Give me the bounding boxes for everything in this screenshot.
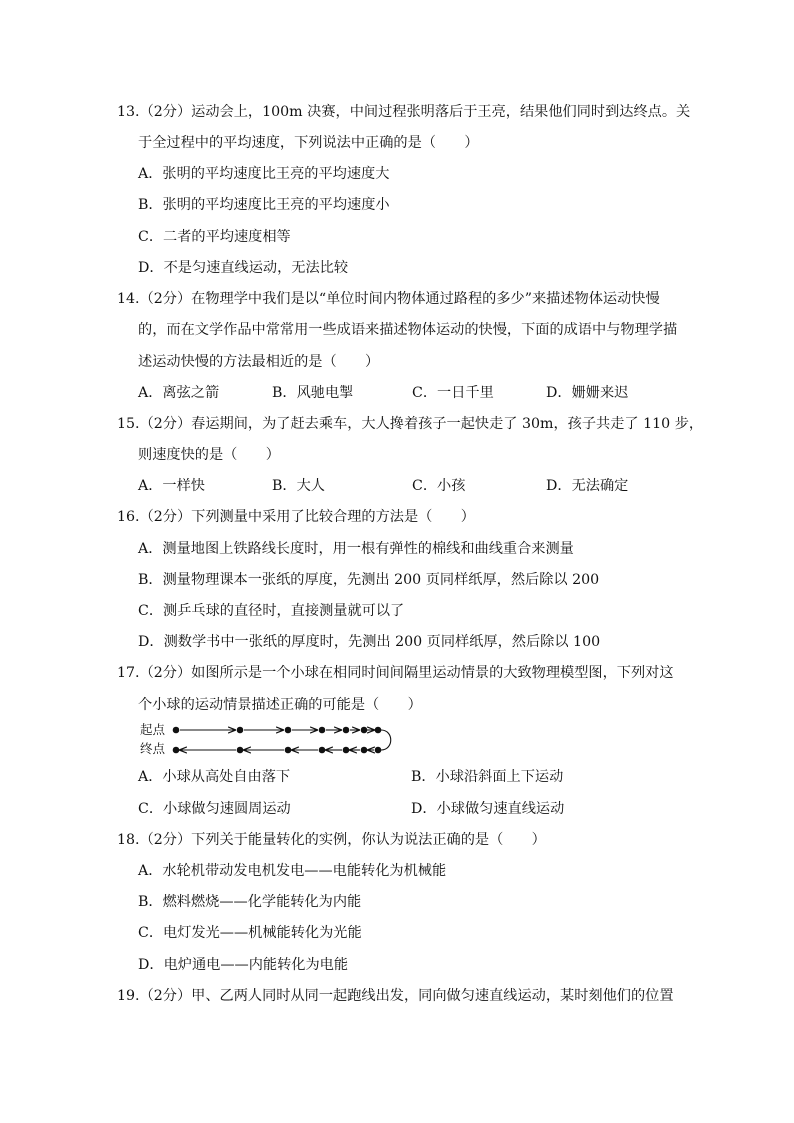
question-13-option-b: B．张明的平均速度比王亮的平均速度小 <box>138 197 390 213</box>
question-18-option-d: D．电炉通电——内能转化为电能 <box>138 957 349 973</box>
question-17-stem-line2: 个小球的运动情景描述正确的可能是（ ） <box>138 697 422 713</box>
question-17-options-row2 <box>138 799 678 819</box>
question-13-stem-line2: 于全过程中的平均速度，下列说法中正确的是（ ） <box>138 135 479 151</box>
question-15-stem-line2: 则速度快的是（ ） <box>138 447 280 463</box>
ball-dot <box>361 747 368 754</box>
question-14-stem-line2: 的，而在文学作品中常常用一些成语来描述物体运动的快慢，下面的成语中与物理学描 <box>138 322 678 338</box>
question-15-option-b: B．大人 <box>272 478 325 494</box>
ball-dot <box>319 747 326 754</box>
question-14-options <box>138 383 678 403</box>
question-13-option-a: A．张明的平均速度比王亮的平均速度大 <box>138 166 390 182</box>
question-13-option-d: D．不是匀速直线运动，无法比较 <box>138 260 349 276</box>
question-14-stem-line1: 14.（2分）在物理学中我们是以“单位时间内物体通过路程的多少”来描述物体运动快慢 <box>117 291 660 307</box>
ball-dot <box>375 747 382 754</box>
question-15-stem-line1: 15.（2分）春运期间，为了赶去乘车，大人搀着孩子一起快走了 30m，孩子共走了 110 步， <box>117 416 704 432</box>
question-13-option-c: C．二者的平均速度相等 <box>138 229 291 245</box>
question-14-option-c: C．一日千里 <box>412 385 494 401</box>
motion-diagram-drawing <box>138 722 400 758</box>
ball-dot <box>237 727 244 734</box>
diagram-end-label: 终点 <box>140 741 166 756</box>
question-17-stem-line1: 17.（2分）如图所示是一个小球在相同时间间隔里运动情景的大致物理模型图，下列对这 <box>117 665 674 681</box>
ball-dot <box>319 727 326 734</box>
ball-dot <box>285 747 292 754</box>
question-17-option-b: B．小球沿斜面上下运动 <box>411 769 564 785</box>
ball-dot <box>237 747 244 754</box>
question-13-stem-line1: 13.（2分）运动会上，100m 决赛，中间过程张明落后于王亮，结果他们同时到达终点。关 <box>117 104 691 120</box>
question-18-option-b: B．燃料燃烧——化学能转化为内能 <box>138 894 362 910</box>
question-14-stem-line3: 述运动快慢的方法最相近的是（ ） <box>138 354 380 370</box>
ball-dot <box>173 727 180 734</box>
ball-dot <box>173 747 180 754</box>
question-16-option-c: C．测乒乓球的直径时，直接测量就可以了 <box>138 603 405 619</box>
question-16-option-a: A．测量地图上铁路线长度时，用一根有弹性的棉线和曲线重合来测量 <box>138 541 574 557</box>
question-14-option-d: D．姗姗来迟 <box>546 385 629 401</box>
question-14-option-b: B．风驰电掣 <box>272 385 354 401</box>
ball-dot <box>343 727 350 734</box>
ball-dot <box>343 747 350 754</box>
question-17-option-a: A．小球从高处自由落下 <box>138 769 291 785</box>
turn-curve <box>381 730 391 750</box>
question-16-option-b: B．测量物理课本一张纸的厚度，先测出 200 页同样纸厚，然后除以 200 <box>138 572 600 588</box>
question-14-option-a: A．离弦之箭 <box>138 385 220 401</box>
question-15-option-d: D．无法确定 <box>546 478 629 494</box>
question-18-option-c: C．电灯发光——机械能转化为光能 <box>138 925 362 941</box>
question-15-option-c: C．小孩 <box>412 478 466 494</box>
top-row-arrows <box>180 730 391 750</box>
diagram-start-label: 起点 <box>140 722 166 737</box>
question-16-option-d: D．测数学书中一张纸的厚度时，先测出 200 页同样纸厚，然后除以 100 <box>138 634 601 650</box>
motion-diagram <box>138 722 400 758</box>
question-15-options <box>138 476 678 496</box>
question-18-stem-line1: 18.（2分）下列关于能量转化的实例，你认为说法正确的是（ ） <box>117 832 546 848</box>
question-17-option-c: C．小球做匀速圆周运动 <box>138 801 291 817</box>
question-17-option-d: D．小球做匀速直线运动 <box>411 801 565 817</box>
question-17-options-row1 <box>138 767 678 787</box>
ball-dot <box>285 727 292 734</box>
ball-dot <box>375 727 382 734</box>
question-15-option-a: A．一样快 <box>138 478 205 494</box>
question-18-option-a: A．水轮机带动发电机发电——电能转化为机械能 <box>138 863 447 879</box>
question-19-stem-line1: 19.（2分）甲、乙两人同时从同一起跑线出发，同向做匀速直线运动，某时刻他们的位置 <box>117 988 674 1004</box>
question-16-stem-line1: 16.（2分）下列测量中采用了比较合理的方法是（ ） <box>117 509 475 525</box>
ball-dot <box>361 727 368 734</box>
